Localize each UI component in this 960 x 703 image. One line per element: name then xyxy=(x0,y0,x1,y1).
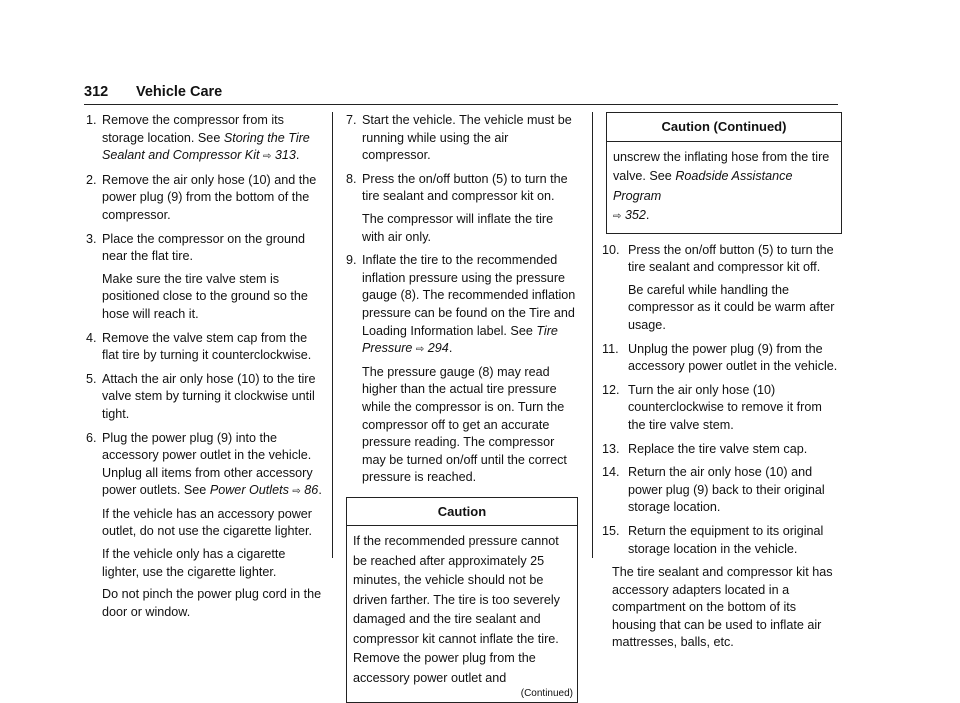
cross-reference-link[interactable]: Storing the Tire Sealant and Compressor Kit xyxy=(102,130,310,163)
page-number: 312 xyxy=(84,84,109,100)
list-item xyxy=(602,523,842,558)
punctuation: . xyxy=(645,208,650,223)
punctuation: . xyxy=(295,148,300,163)
step-number: 7. xyxy=(346,113,357,127)
step-number: 2. xyxy=(86,172,97,187)
column-3 xyxy=(602,112,842,652)
step-text: Remove the air only hose (10) and the power plug (9) from the bottom of the compressor. xyxy=(102,172,317,222)
caution-text-part: unscrew the inflating hose from the tire valve. See xyxy=(613,149,830,184)
step-note: Be careful while handling the compressor as it could be warm after usage. xyxy=(628,282,835,332)
list-item xyxy=(602,464,842,517)
step-number: 15. xyxy=(602,523,620,538)
step-text: Attach the air only hose (10) to the tire valve stem by turning it clockwise until tight. xyxy=(102,371,316,421)
step-number: 13. xyxy=(602,441,620,456)
list-item xyxy=(86,371,326,424)
list-item xyxy=(602,441,842,459)
step-text: Plug the power plug (9) into the accessory power outlet in the vehicle. Unplug all items from other accessory power outlets. See xyxy=(102,430,313,498)
step-text: Remove the valve stem cap from the flat tire by turning it counterclockwise. xyxy=(102,330,312,363)
page-header xyxy=(84,84,838,104)
list-item xyxy=(346,252,578,487)
step-number: 1. xyxy=(86,113,97,127)
list-item xyxy=(346,112,578,165)
step-text: Start the vehicle. The vehicle must be running while using the air compressor. xyxy=(362,113,572,163)
list-item xyxy=(86,430,326,622)
column-2 xyxy=(346,112,578,703)
caution-box xyxy=(346,497,578,703)
page-reference[interactable]: 313 xyxy=(274,148,296,163)
step-number: 4. xyxy=(86,330,97,345)
header-rule xyxy=(84,104,838,105)
step-number: 8. xyxy=(346,171,357,186)
list-item xyxy=(86,112,326,166)
body-paragraph: The tire sealant and compressor kit has accessory adapters located in a compartment on the bottom of its housing that can be used to inflate air mattresses, balls, etc. xyxy=(612,565,833,650)
column-divider xyxy=(332,112,333,558)
step-number: 5. xyxy=(86,371,97,386)
step-number: 6. xyxy=(86,430,97,445)
step-text: Inflate the tire to the recommended inflation pressure using the pressure gauge (8). The recommended inflation pressure can be found on the Tire and Loading Information label. See xyxy=(362,253,576,338)
cross-reference-link[interactable]: Roadside Assistance Program xyxy=(613,169,793,203)
page-ref-icon: ⇨ xyxy=(613,211,622,223)
step-number: 14. xyxy=(602,465,620,480)
cross-reference-link[interactable]: Tire Pressure xyxy=(362,323,558,356)
page-ref-icon: ⇨ xyxy=(292,486,301,498)
step-number: 10. xyxy=(602,242,620,257)
step-note: If the vehicle has an accessory power outlet, do not use the cigarette lighter. xyxy=(102,506,313,539)
list-item xyxy=(602,341,842,376)
caution-box-continued xyxy=(606,112,842,234)
page-ref-icon: ⇨ xyxy=(415,344,425,356)
step-number: 11. xyxy=(602,341,619,356)
step-number: 9. xyxy=(346,253,357,268)
step-text: Turn the air only hose (10) counterclockwise to remove it from the tire valve stem. xyxy=(628,382,822,432)
step-number: 12. xyxy=(602,382,620,397)
list-item xyxy=(86,172,326,225)
step-text: Press the on/off button (5) to turn the tire sealant and compressor kit off. xyxy=(628,242,834,275)
cross-reference-link[interactable]: Power Outlets xyxy=(209,483,289,498)
punctuation: . xyxy=(448,341,453,356)
step-text: Replace the tire valve stem cap. xyxy=(628,441,808,456)
list-item xyxy=(602,242,842,335)
page-reference[interactable]: 86 xyxy=(304,483,319,498)
page-reference[interactable]: 294 xyxy=(427,341,449,356)
step-text: Return the air only hose (10) and power plug (9) back to their original storage location. xyxy=(628,465,825,515)
list-item xyxy=(86,231,326,324)
list-item xyxy=(346,171,578,246)
punctuation: . xyxy=(318,483,322,498)
step-text: Press the on/off button (5) to turn the tire sealant and compressor kit on. xyxy=(362,171,568,204)
step-text: Place the compressor on the ground near the flat tire. xyxy=(102,231,306,264)
caution-title: Caution xyxy=(347,498,577,527)
column-1 xyxy=(86,112,326,627)
step-note: Do not pinch the power plug cord in the door or window. xyxy=(102,587,322,619)
step-note: The compressor will inflate the tire with air only. xyxy=(362,211,554,244)
caution-text xyxy=(607,142,841,233)
step-note: If the vehicle only has a cigarette lighter, use the cigarette lighter. xyxy=(102,547,286,579)
step-text: Return the equipment to its original storage location in the vehicle. xyxy=(628,523,824,556)
step-number: 3. xyxy=(86,231,97,246)
list-item xyxy=(602,382,842,435)
list-item xyxy=(86,330,326,365)
caution-text: If the recommended pressure cannot be reached after approximately 25 minutes, the vehicle should not be driven farther. The tire is too severely damaged and the tire sealant and compressor kit cannot inflate the tire. Remove the power plug from the accessory power outlet and xyxy=(353,534,560,685)
step-note: Make sure the tire valve stem is positioned close to the ground so the hose will reach it. xyxy=(102,271,308,321)
step-text: Remove the compressor from its storage location. See xyxy=(102,113,284,145)
page-reference[interactable]: 352 xyxy=(624,208,646,223)
page-ref-icon: ⇨ xyxy=(263,151,272,163)
section-title: Vehicle Care xyxy=(136,84,223,100)
step-text: Unplug the power plug (9) from the accessory power outlet in the vehicle. xyxy=(628,341,838,374)
continued-label: (Continued) xyxy=(520,688,573,700)
caution-title: Caution (Continued) xyxy=(607,113,841,142)
step-note: The pressure gauge (8) may read higher than the actual tire pressure while the compressor is on. Turn the compressor off to get an accurate pressure reading. The compressor may be turned on/off until the correct pressure is reached. xyxy=(362,364,567,485)
column-divider xyxy=(592,112,593,558)
